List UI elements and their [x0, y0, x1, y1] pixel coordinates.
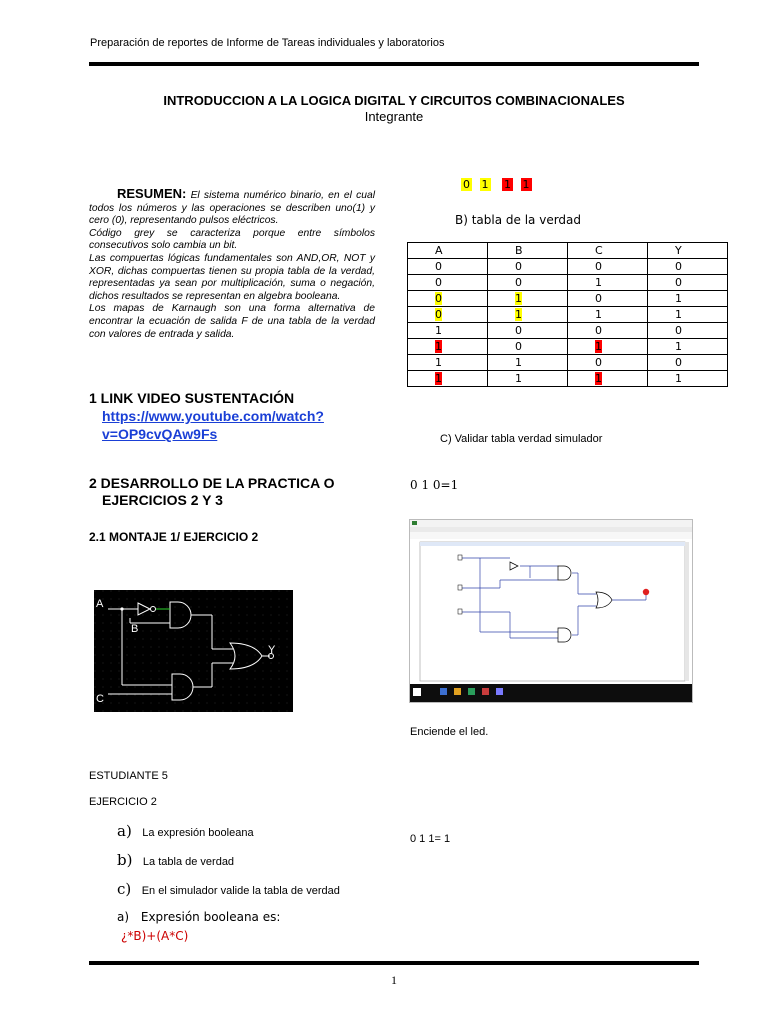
- section1-heading: 1 LINK VIDEO SUSTENTACIÓN: [89, 390, 295, 406]
- circuit-label-b: B: [131, 623, 139, 635]
- answer-letter: a): [117, 910, 130, 924]
- table-cell: 1: [488, 371, 568, 387]
- video-link[interactable]: [102, 407, 362, 443]
- table-cell: [488, 307, 568, 323]
- table-cell: [408, 291, 488, 307]
- document-subtitle: Integrante: [364, 109, 424, 124]
- footer-rule: [89, 961, 699, 965]
- table-cell: 1: [648, 291, 728, 307]
- question-item: [117, 822, 254, 841]
- question-text: La expresión booleana: [142, 827, 254, 839]
- table-cell-value: 0: [435, 292, 442, 305]
- boolean-expression: [121, 929, 188, 943]
- answer-item: [117, 910, 280, 924]
- table-cell-value: 1: [515, 308, 522, 321]
- table-cell-value: 0: [435, 308, 442, 321]
- table-cell: [488, 291, 568, 307]
- table-header-cell: A: [408, 243, 488, 259]
- table-row: [408, 291, 728, 307]
- table-row: [408, 371, 728, 387]
- table-cell: 0: [648, 355, 728, 371]
- table-row: [408, 339, 728, 355]
- table-cell: 0: [488, 259, 568, 275]
- answer-text: Expresión booleana es:: [140, 910, 281, 924]
- table-cell: 1: [648, 307, 728, 323]
- table-cell: [408, 307, 488, 323]
- table-header-cell: Y: [648, 243, 728, 259]
- simulation-result-2: 0 1 1= 1: [410, 833, 451, 845]
- table-row: [408, 275, 728, 291]
- truth-table-caption: B) tabla de la verdad: [455, 213, 582, 227]
- simulation-result-1: 0 1 0=1: [410, 478, 459, 492]
- question-text: En el simulador valide la tabla de verdad: [141, 885, 340, 897]
- section2-heading-line1: 2 DESARROLLO DE LA PRACTICA O: [89, 475, 335, 491]
- table-cell: 0: [648, 259, 728, 275]
- question-letter: c): [117, 880, 132, 898]
- table-cell: [408, 339, 488, 355]
- summary-label: RESUMEN:: [117, 186, 187, 201]
- table-row: [408, 355, 728, 371]
- table-cell: 0: [568, 291, 648, 307]
- header-rule: [89, 62, 699, 66]
- summary-block: [89, 188, 375, 341]
- table-cell: [568, 339, 648, 355]
- bit: 0: [463, 178, 470, 191]
- bit: 1: [481, 178, 489, 191]
- bit: 1: [522, 178, 530, 191]
- table-cell: [408, 371, 488, 387]
- table-header-cell: C: [568, 243, 648, 259]
- table-cell: 0: [488, 339, 568, 355]
- question-letter: a): [117, 822, 132, 840]
- document-title: INTRODUCCION A LA LOGICA DIGITAL Y CIRCUITOS COMBINACIONALES: [163, 93, 625, 108]
- expression-text: ¿*B)+(A*C): [121, 929, 189, 943]
- table-cell: 0: [648, 275, 728, 291]
- table-cell: 0: [488, 275, 568, 291]
- running-header: Preparación de reportes de Informe de Tareas individuales y laboratorios: [90, 37, 445, 49]
- table-cell: 0: [488, 323, 568, 339]
- summary-line: Las compuertas lógicas fundamentales son AND,OR, NOT y XOR, dichas compuertas tienen su propia tabla de la verdad, representadas ya sean por multiplicación, suma o negación, dichos resultados se representan en algebra booleana.: [89, 252, 375, 302]
- circuit-svg: [94, 590, 293, 712]
- circuit-output-label: Y: [268, 644, 276, 656]
- summary-line: El sistema numérico binario, en el cual todos los números y las operaciones se describen uno(1) y cero (0), representando pulsos eléctricos.: [89, 190, 375, 227]
- table-cell: 0: [648, 323, 728, 339]
- table-header-cell: B: [488, 243, 568, 259]
- truth-table-wrapper: [407, 242, 728, 387]
- table-cell-value: 1: [435, 372, 442, 385]
- circuit-label-c: C: [96, 693, 104, 705]
- truth-table: [407, 242, 728, 387]
- table-cell-value: 1: [595, 340, 602, 353]
- video-link-line2[interactable]: v=OP9cvQAw9Fs: [102, 426, 218, 442]
- table-cell: 1: [648, 371, 728, 387]
- circuit-label-a: A: [96, 598, 104, 610]
- table-cell: 1: [568, 275, 648, 291]
- exercise-label: EJERCICIO 2: [89, 796, 157, 808]
- question-item: [117, 880, 340, 899]
- bit-sequence: [461, 178, 532, 191]
- table-cell: 0: [568, 323, 648, 339]
- table-cell: 0: [568, 259, 648, 275]
- table-cell: [568, 371, 648, 387]
- question-text: La tabla de verdad: [142, 856, 235, 868]
- table-cell: 0: [408, 275, 488, 291]
- subsection-heading: 2.1 MONTAJE 1/ EJERCICIO 2: [89, 530, 259, 544]
- validate-caption: C) Validar tabla verdad simulador: [440, 433, 603, 445]
- table-cell-value: 1: [595, 372, 602, 385]
- table-cell-value: 1: [435, 340, 442, 353]
- logic-circuit-diagram: [94, 590, 293, 712]
- table-cell: 1: [568, 307, 648, 323]
- bit: 1: [504, 178, 511, 191]
- question-item: [117, 851, 234, 870]
- simulator-svg: [410, 520, 692, 702]
- simulator-screenshot: [409, 519, 693, 703]
- question-letter: b): [117, 851, 133, 869]
- table-cell: 1: [648, 339, 728, 355]
- table-row: [408, 323, 728, 339]
- table-row: [408, 259, 728, 275]
- student-name: ESTUDIANTE 5: [89, 770, 168, 782]
- table-cell: 1: [408, 355, 488, 371]
- table-cell-value: 1: [515, 292, 522, 305]
- section2-heading-line2: EJERCICIOS 2 Y 3: [102, 492, 223, 508]
- table-cell: 0: [408, 259, 488, 275]
- table-row: [408, 307, 728, 323]
- page-number: 1: [391, 973, 397, 987]
- table-cell: 0: [568, 355, 648, 371]
- table-cell: 1: [488, 355, 568, 371]
- summary-line: Los mapas de Karnaugh son una forma alternativa de encontrar la ecuación de salida F de una tabla de la verdad con valores de entrada y salida.: [89, 303, 375, 340]
- table-header-row: [408, 243, 728, 259]
- summary-line: Código grey se caracteriza porque entre símbolos consecutivos solo cambia un bit.: [89, 227, 375, 252]
- led-status-text: Enciende el led.: [410, 726, 489, 738]
- video-link-line1[interactable]: https://www.youtube.com/watch?: [102, 408, 324, 424]
- table-cell: 1: [408, 323, 488, 339]
